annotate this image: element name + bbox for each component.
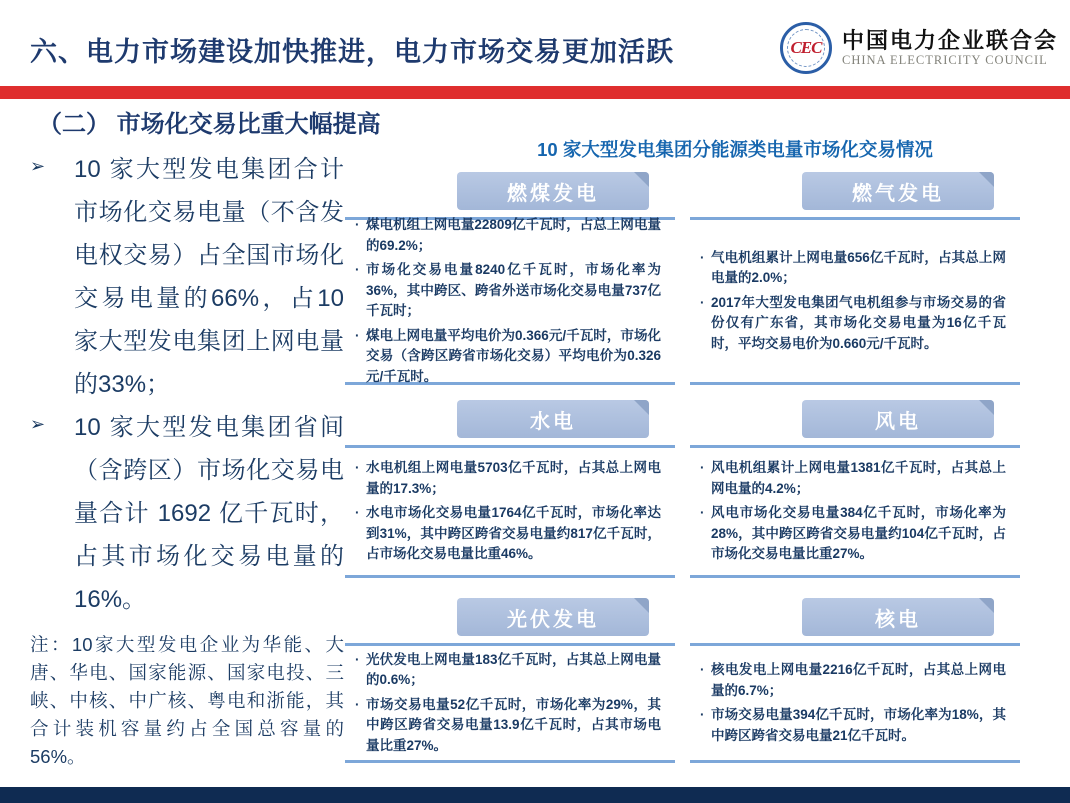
stat-bullet: · 风电市场化交易电量384亿千瓦时，市场化率为28%，其中跨区跨省交易电量约104亿千瓦时，占市场化交易电量比重27%。 [698,503,1006,565]
cec-logo [780,22,1058,74]
stat-bullet: · 光伏发电上网电量183亿千瓦时，占其总上网电量的0.6%； [353,650,661,691]
section-body [690,217,1020,385]
energy-section-nuclear [690,598,1020,763]
stat-bullet: · 市场交易电量52亿千瓦时，市场化率为29%，其中跨区跨省交易电量13.9亿千瓦时，占其市场电量比重27%。 [353,695,661,757]
stat-bullet: · 煤电机组上网电量22809亿千瓦时，占总上网电量的69.2%； [353,215,661,256]
section-header-box [457,598,649,636]
section-body [345,643,675,763]
section-title: 核电 [875,608,921,631]
left-summary-panel [30,148,344,771]
section-body [345,217,675,385]
stat-bullet: · 煤电上网电量平均电价为0.366元/千瓦时，市场化交易（含跨区跨省市场化交易）平均电价为0.326元/千瓦时。 [353,326,661,388]
section-body [345,445,675,578]
figure-title: 10 家大型发电集团分能源类电量市场化交易情况 [537,139,933,160]
stat-bullet: · 风电机组累计上网电量1381亿千瓦时，占其总上网电量的4.2%； [698,458,1006,499]
stat-bullet: · 核电发电上网电量2216亿千瓦时，占其总上网电量的6.7%； [698,660,1006,701]
energy-section-wind [690,400,1020,578]
section-title: 燃气发电 [852,182,944,205]
footnote-text: 注：10家大型发电企业为华能、大唐、华电、国家能源、国家电投、三峡、中核、中广核、粤电和浙能，其合计装机容量约占全国总容量的56%。 [30,634,344,767]
stat-bullet: · 2017年大型发电集团气电机组参与市场交易的省份仅有广东省，其市场化交易电量为16亿千瓦时，平均交易电价为0.660元/千瓦时。 [698,293,1006,355]
summary-bullet-text: 10 家大型发电集团合计市场化交易电量（不含发 电权交易）占全国市场化交易电量的66%，占10 家大型发电集团上网电量的33%； [74,156,344,398]
energy-section-coal [345,172,675,385]
section-header-box [802,400,994,438]
list-item [30,406,344,621]
section-header-box [802,598,994,636]
section-body [690,643,1020,763]
section-header-box [802,172,994,210]
stat-bullet: · 水电机组上网电量5703亿千瓦时，占其总上网电量的17.3%； [353,458,661,499]
stat-bullet: · 气电机组累计上网电量656亿千瓦时，占其总上网电量的2.0%； [698,248,1006,289]
energy-section-solar [345,598,675,763]
section-title: 燃煤发电 [507,182,599,205]
stat-bullet: · 市场化交易电量8240亿千瓦时，市场化率为36%，其中跨区、跨省外送市场化交易电量737亿千瓦时； [353,260,661,322]
footer-bar [0,787,1070,803]
section-title: 光伏发电 [507,608,599,631]
section-title: 风电 [875,410,921,433]
logo-name-en: CHINA ELECTRICITY COUNCIL [841,53,1048,68]
cec-emblem-icon [780,22,832,74]
section-heading: （二） 市场化交易比重大幅提高 [38,111,381,138]
energy-section-hydro [345,400,675,578]
slide-title: 六、电力市场建设加快推进，电力市场交易更加活跃 [30,37,674,67]
emblem-ring [787,29,825,67]
section-body [690,445,1020,578]
list-item [30,148,344,406]
red-divider-bar [0,86,1070,99]
stat-bullet: · 水电市场化交易电量1764亿千瓦时，市场化率达到31%，其中跨区跨省交易电量约817亿千瓦时，占市场化交易电量比重46%。 [353,503,661,565]
section-header-box [457,400,649,438]
section-header-box [457,172,649,210]
stat-bullet: · 市场交易电量394亿千瓦时，市场化率为18%，其中跨区跨省交易电量21亿千瓦时。 [698,705,1006,746]
arrow-bullet-icon: ➢ [30,156,46,176]
energy-section-gas [690,172,1020,385]
logo-name-cn: 中国电力企业联合会 [841,28,1058,54]
logo-text [842,28,1058,68]
arrow-bullet-icon: ➢ [30,414,46,434]
emblem-monogram: CEC [790,38,822,57]
section-title: 水电 [530,410,576,433]
summary-bullet-text: 10 家大型发电集团省间（含跨区）市场化交易电量合计 1692 亿千瓦时，占其市场化交易电量的 16%。 [74,414,344,613]
